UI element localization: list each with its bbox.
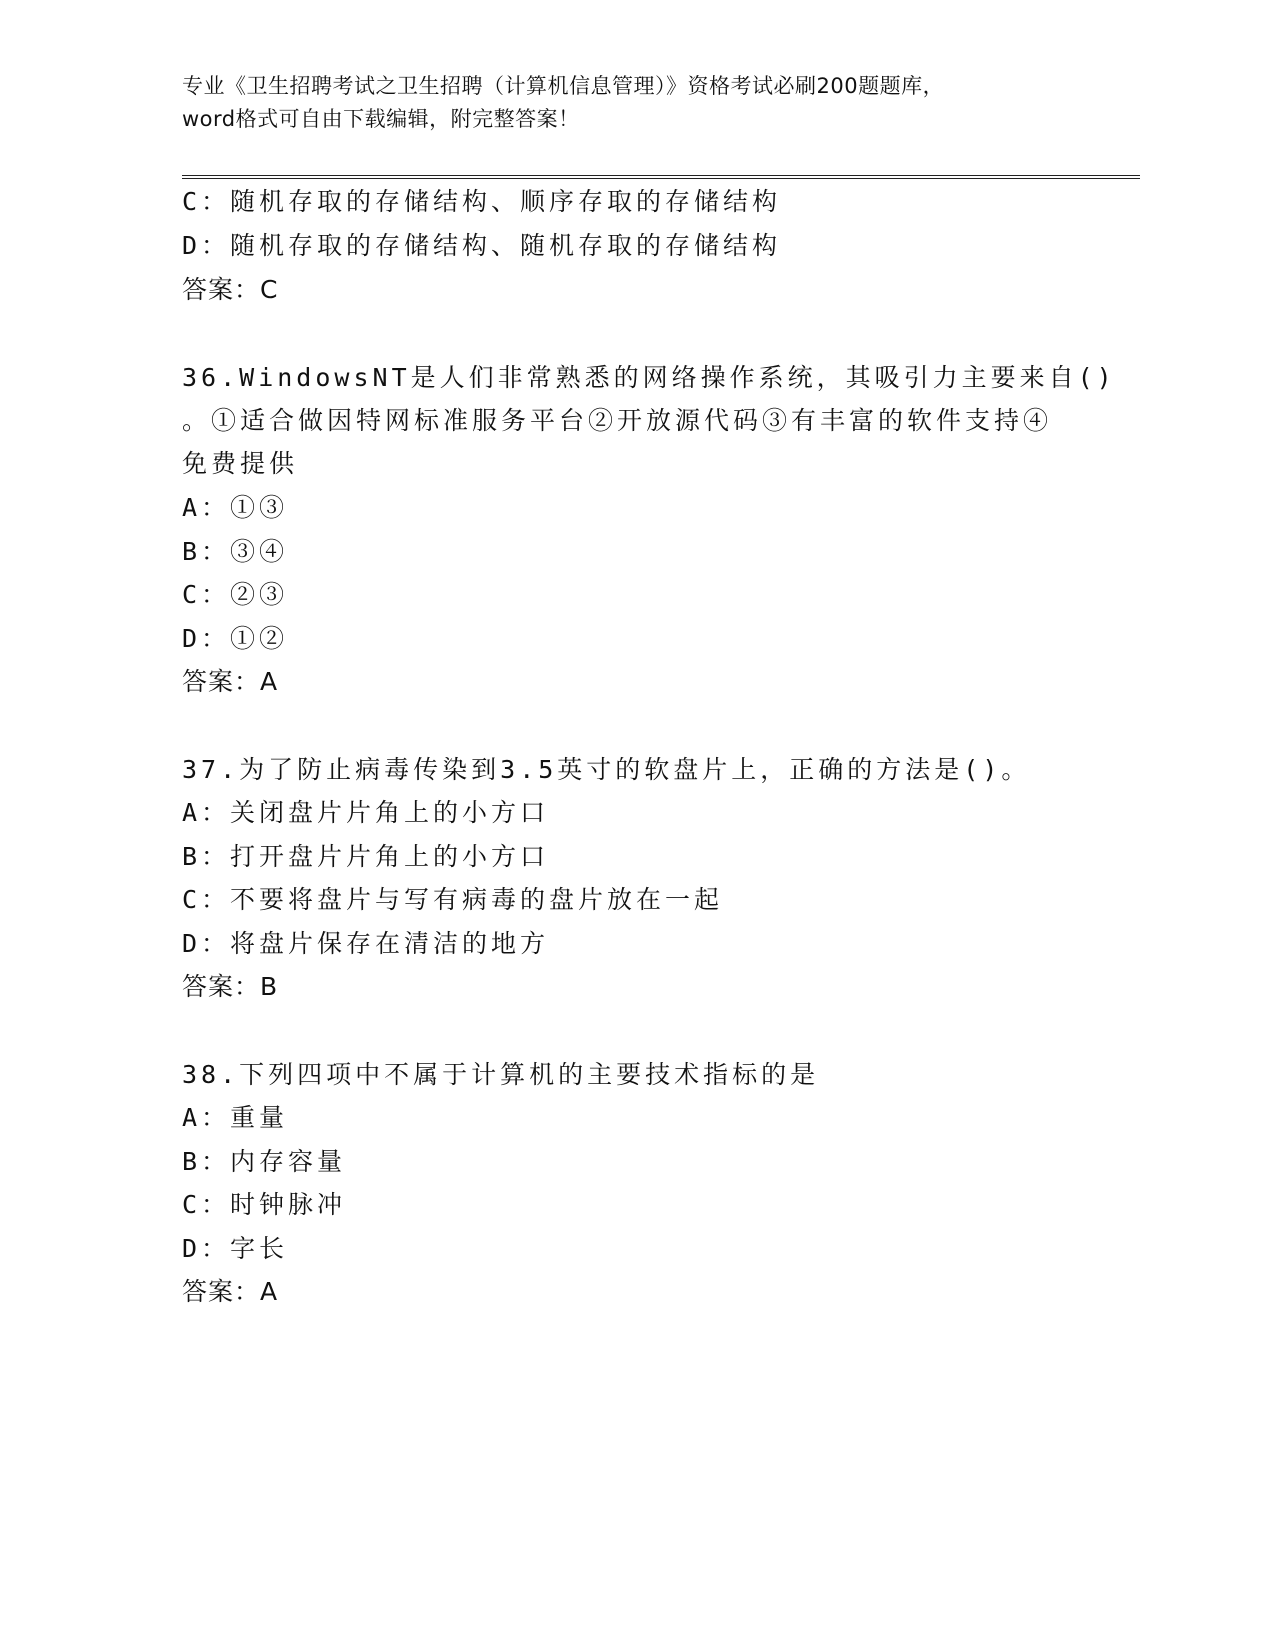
- question-37-option-d: D：将盘片保存在清洁的地方: [182, 929, 550, 958]
- question-36-stem-line-1: 36.WindowsNT是人们非常熟悉的网络操作系统，其吸引力主要来自(): [182, 363, 1116, 392]
- question-36-stem-line-3: 免费提供: [182, 449, 299, 478]
- question-36-answer: 答案：A: [182, 667, 279, 696]
- document-header: [182, 70, 1062, 136]
- question-38-option-d: D：字长: [182, 1234, 289, 1263]
- question-38-stem: 38.下列四项中不属于计算机的主要技术指标的是: [182, 1060, 820, 1089]
- option-c: C：随机存取的存储结构、顺序存取的存储结构: [182, 187, 782, 216]
- question-36-option-c: C：②③: [182, 580, 289, 609]
- header-line-1: 专业《卫生招聘考试之卫生招聘（计算机信息管理）》资格考试必刷200题题库，: [182, 74, 945, 98]
- question-38-answer: 答案：A: [182, 1277, 279, 1306]
- question-38-option-c: C：时钟脉冲: [182, 1190, 347, 1219]
- answer: 答案：C: [182, 275, 279, 304]
- question-36-stem-line-2: 。①适合做因特网标准服务平台②开放源代码③有丰富的软件支持④: [182, 406, 1053, 435]
- question-37-stem: 37.为了防止病毒传染到3.5英寸的软盘片上，正确的方法是()。: [182, 755, 1031, 784]
- option-d: D：随机存取的存储结构、随机存取的存储结构: [182, 231, 782, 260]
- question-36-option-b: B：③④: [182, 537, 289, 566]
- question-37-answer: 答案：B: [182, 972, 279, 1001]
- question-36-option-a: A：①③: [182, 493, 289, 522]
- question-38-option-a: A：重量: [182, 1103, 289, 1132]
- question-37-option-a: A：关闭盘片片角上的小方口: [182, 798, 550, 827]
- header-line-2: word格式可自由下载编辑，附完整答案！: [182, 107, 580, 131]
- question-37-option-c: C：不要将盘片与写有病毒的盘片放在一起: [182, 885, 724, 914]
- question-38-option-b: B：内存容量: [182, 1147, 347, 1176]
- question-37-option-b: B：打开盘片片角上的小方口: [182, 842, 550, 871]
- question-36-option-d: D：①②: [182, 624, 289, 653]
- header-divider: [182, 175, 1140, 179]
